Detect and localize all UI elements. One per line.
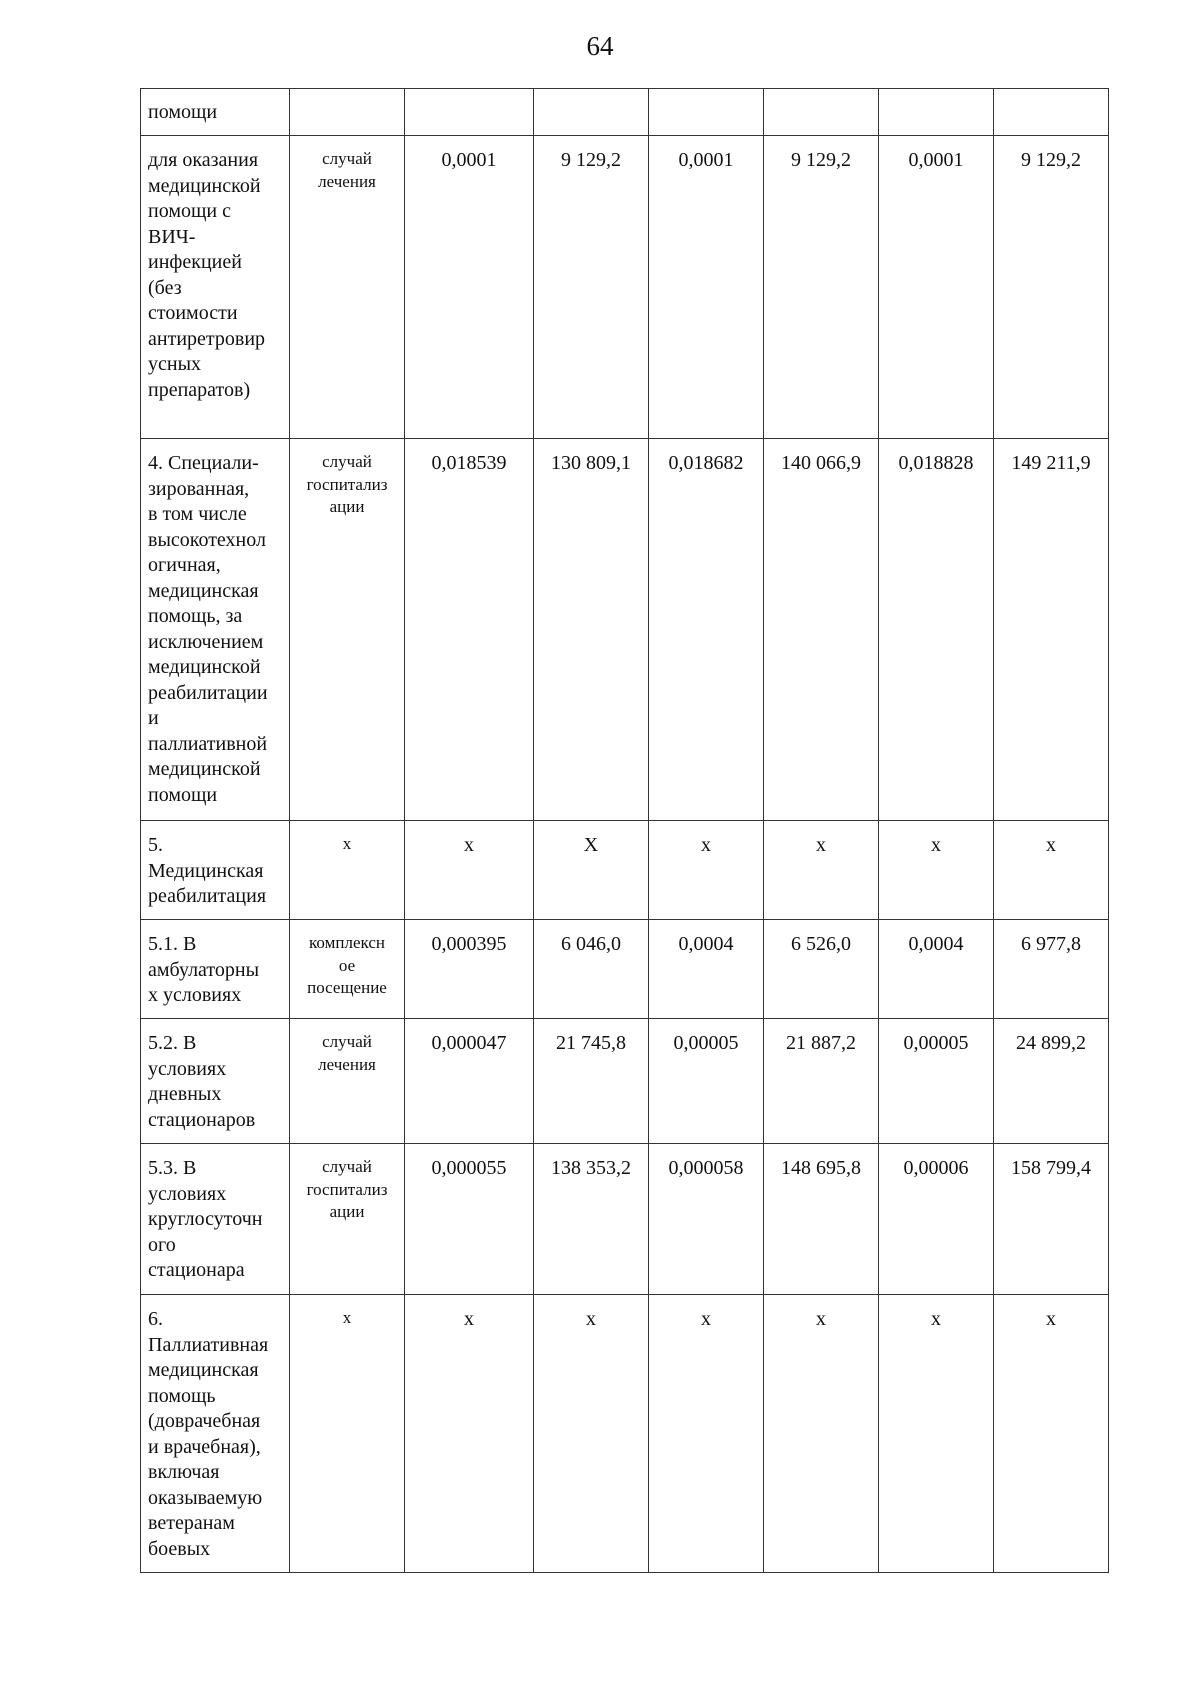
unit-cell xyxy=(290,920,405,1019)
unit-cell xyxy=(290,821,405,920)
value-cell xyxy=(534,89,649,136)
unit-text: случай госпитализ ации xyxy=(306,1157,388,1221)
value-text: 6 046,0 xyxy=(561,933,621,955)
value-text: 0,018539 xyxy=(431,452,507,474)
value-text: 0,000055 xyxy=(431,1157,507,1179)
row-name-text: 5.2. В условиях дневных стационаров xyxy=(148,1032,256,1131)
value-cell xyxy=(649,89,764,136)
value-cell xyxy=(405,439,534,821)
value-text: 0,0004 xyxy=(908,933,964,955)
value-text: 21 745,8 xyxy=(556,1032,626,1054)
value-text xyxy=(405,89,533,101)
row-name-text: 5.1. В амбулаторны х условиях xyxy=(148,933,260,1006)
value-cell xyxy=(879,920,994,1019)
row-name-text: 5. Медицинская реабилитация xyxy=(148,834,267,907)
value-text: х xyxy=(816,1308,826,1330)
value-cell xyxy=(994,920,1109,1019)
row-name-cell xyxy=(141,1144,290,1295)
row-name-cell xyxy=(141,89,290,136)
table-row xyxy=(141,920,1109,1019)
value-text: х xyxy=(1046,834,1056,856)
value-cell xyxy=(994,439,1109,821)
row-name-text: для оказания медицинской помощи с ВИЧ- инфекцией (без стоимости антиретровир усных препаратов) xyxy=(148,149,266,401)
value-cell xyxy=(764,136,879,439)
value-text: 0,00005 xyxy=(903,1032,969,1054)
value-cell xyxy=(534,439,649,821)
value-cell xyxy=(405,1144,534,1295)
value-text: х xyxy=(931,834,941,856)
table-row xyxy=(141,439,1109,821)
value-cell xyxy=(534,1295,649,1573)
unit-text xyxy=(290,89,404,101)
value-cell xyxy=(534,920,649,1019)
value-text: 0,0001 xyxy=(441,149,497,171)
value-cell xyxy=(994,821,1109,920)
value-cell xyxy=(879,136,994,439)
page-number: 64 xyxy=(586,31,614,61)
value-text: 0,000047 xyxy=(431,1032,507,1054)
value-text: 9 129,2 xyxy=(791,149,851,171)
value-text: х xyxy=(701,834,711,856)
value-cell xyxy=(405,136,534,439)
value-text: 0,018828 xyxy=(898,452,974,474)
value-cell xyxy=(764,89,879,136)
value-text xyxy=(649,89,763,101)
value-cell xyxy=(534,1144,649,1295)
value-text: х xyxy=(816,834,826,856)
value-cell xyxy=(994,1295,1109,1573)
value-text: 0,000058 xyxy=(668,1157,744,1179)
value-text xyxy=(764,89,878,101)
unit-text: случай лечения xyxy=(318,149,376,191)
value-cell xyxy=(649,439,764,821)
value-text: 0,018682 xyxy=(668,452,744,474)
unit-cell xyxy=(290,1019,405,1144)
unit-text: комплексн ое посещение xyxy=(307,933,387,997)
row-name-cell xyxy=(141,439,290,821)
row-name-text: 6. Паллиативная медицинская помощь (доврачебная и врачебная), включая оказываемую ветеранам боевых xyxy=(148,1308,269,1560)
value-cell xyxy=(879,1019,994,1144)
value-text: Х xyxy=(583,834,599,856)
unit-text: случай лечения xyxy=(318,1032,376,1074)
value-cell xyxy=(764,920,879,1019)
value-cell xyxy=(649,1019,764,1144)
value-cell xyxy=(879,1295,994,1573)
value-cell xyxy=(994,89,1109,136)
row-name-text: помощи xyxy=(148,101,218,123)
value-text: х xyxy=(1046,1308,1056,1330)
value-text: 140 066,9 xyxy=(781,452,861,474)
value-cell xyxy=(764,439,879,821)
table-row xyxy=(141,1295,1109,1573)
value-cell xyxy=(534,136,649,439)
value-text xyxy=(534,89,648,101)
value-text: 158 799,4 xyxy=(1011,1157,1091,1179)
value-cell xyxy=(879,1144,994,1295)
value-text: 0,0001 xyxy=(908,149,964,171)
value-cell xyxy=(764,1019,879,1144)
value-text: 0,0004 xyxy=(678,933,734,955)
value-text: х xyxy=(586,1308,596,1330)
value-text xyxy=(994,89,1108,101)
table-row xyxy=(141,136,1109,439)
value-text: 130 809,1 xyxy=(551,452,631,474)
value-text: 0,00006 xyxy=(903,1157,969,1179)
value-cell xyxy=(649,821,764,920)
table-row xyxy=(141,821,1109,920)
value-cell xyxy=(764,1144,879,1295)
value-cell xyxy=(879,439,994,821)
value-text: 24 899,2 xyxy=(1016,1032,1086,1054)
value-text: 0,000395 xyxy=(431,933,507,955)
value-text: х xyxy=(701,1308,711,1330)
value-text: х xyxy=(464,1308,474,1330)
value-cell xyxy=(764,1295,879,1573)
unit-text: х xyxy=(342,1308,352,1327)
value-cell xyxy=(879,821,994,920)
value-text: 6 526,0 xyxy=(791,933,851,955)
value-text: х xyxy=(464,834,474,856)
value-cell xyxy=(649,1295,764,1573)
unit-cell xyxy=(290,1144,405,1295)
value-text: 138 353,2 xyxy=(551,1157,631,1179)
value-cell xyxy=(879,89,994,136)
value-cell xyxy=(405,920,534,1019)
row-name-cell xyxy=(141,136,290,439)
unit-cell xyxy=(290,136,405,439)
row-name-text: 4. Специали- зированная, в том числе высокотехнол огичная, медицинская помощь, за исключением медицинской реабилитации и паллиативной медицинской помощи xyxy=(148,452,268,806)
value-text: 149 211,9 xyxy=(1011,452,1091,474)
value-text: 0,0001 xyxy=(678,149,734,171)
value-text: 9 129,2 xyxy=(1021,149,1081,171)
row-name-cell xyxy=(141,821,290,920)
value-text: 6 977,8 xyxy=(1021,933,1081,955)
value-cell xyxy=(994,1019,1109,1144)
value-cell xyxy=(649,136,764,439)
unit-cell xyxy=(290,1295,405,1573)
value-text: 148 695,8 xyxy=(781,1157,861,1179)
row-name-cell xyxy=(141,920,290,1019)
value-cell xyxy=(534,821,649,920)
table-row xyxy=(141,89,1109,136)
value-cell xyxy=(649,920,764,1019)
data-table xyxy=(140,88,1109,1573)
row-name-cell xyxy=(141,1295,290,1573)
unit-cell xyxy=(290,89,405,136)
value-cell xyxy=(764,821,879,920)
unit-text: случай госпитализ ации xyxy=(306,452,388,516)
table-row xyxy=(141,1144,1109,1295)
row-name-text: 5.3. В условиях круглосуточн ого стационара xyxy=(148,1157,263,1281)
unit-text: х xyxy=(342,834,352,853)
table-row xyxy=(141,1019,1109,1144)
value-cell xyxy=(994,1144,1109,1295)
value-text xyxy=(879,89,993,101)
value-cell xyxy=(405,1295,534,1573)
value-cell xyxy=(534,1019,649,1144)
value-cell xyxy=(994,136,1109,439)
table-body xyxy=(141,89,1109,1573)
value-cell xyxy=(405,1019,534,1144)
unit-cell xyxy=(290,439,405,821)
value-text: 9 129,2 xyxy=(561,149,621,171)
value-text: 21 887,2 xyxy=(786,1032,856,1054)
row-name-cell xyxy=(141,1019,290,1144)
value-cell xyxy=(649,1144,764,1295)
value-text: х xyxy=(931,1308,941,1330)
value-cell xyxy=(405,89,534,136)
value-text: 0,00005 xyxy=(673,1032,739,1054)
value-cell xyxy=(405,821,534,920)
